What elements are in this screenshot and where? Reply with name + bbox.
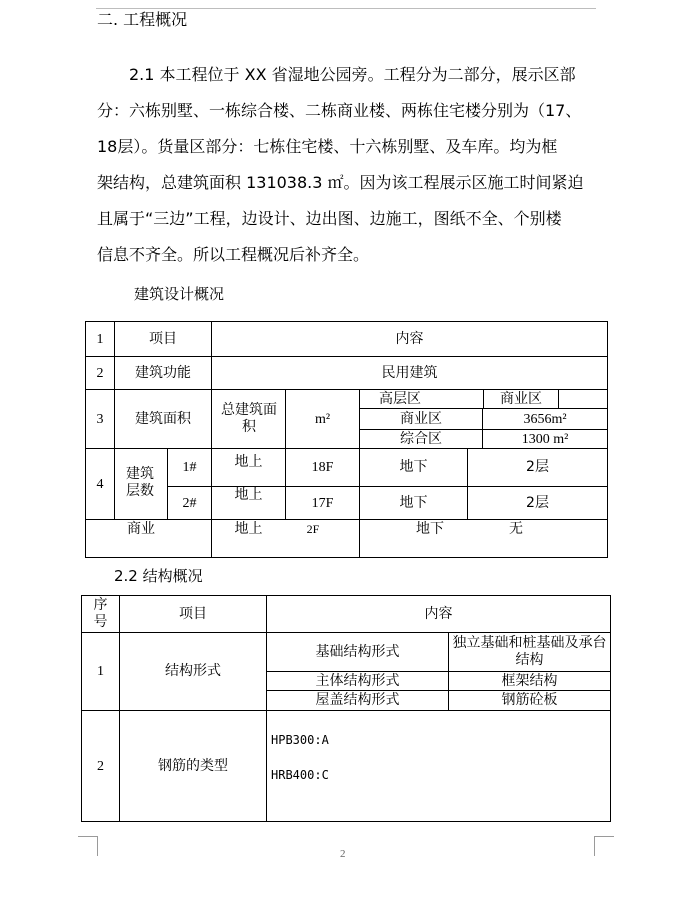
storeys-label: 建筑层数	[126, 466, 154, 499]
below-ground-label: 地下	[416, 520, 444, 537]
row-number: 2	[96, 365, 104, 381]
paragraph-line: 2.1 本工程位于 XX 省湿地公园旁。工程分为二部分，展示区部	[129, 65, 576, 84]
row-number: 1	[96, 331, 104, 347]
structure-form-label: 结构形式	[165, 663, 221, 679]
section-heading: 二. 工程概况	[97, 10, 188, 29]
rebar-grade: HRB400:C	[271, 768, 329, 782]
column-header-content: 内容	[395, 330, 424, 347]
page-number: 2	[340, 848, 346, 860]
paragraph-line: 信息不齐全。所以工程概况后补齐全。	[97, 245, 370, 264]
below-ground-label: 地下	[399, 459, 428, 475]
row-number: 1	[97, 664, 104, 679]
commercial-zone-header: 商业区	[500, 390, 542, 407]
commercial-zone-label: 商业区	[400, 410, 442, 427]
complex-zone-area: 1300 m²	[521, 431, 569, 447]
commercial-building-label: 商业	[127, 520, 155, 537]
building-1-label: 1#	[182, 460, 197, 475]
complex-zone-label: 综合区	[400, 430, 442, 447]
high-rise-zone-label: 高层区	[379, 390, 421, 407]
building-2-floors-below: 2层	[526, 494, 549, 511]
above-ground-label: 地上	[234, 453, 263, 470]
column-header-content: 内容	[424, 605, 453, 622]
row-number: 4	[96, 476, 104, 492]
main-structure-label: 主体结构形式	[315, 672, 400, 689]
commercial-floors-above: 2F	[306, 521, 320, 536]
area-unit: m²	[314, 411, 331, 427]
paragraph-line: 且属于“三边”工程，边设计、边出图、边施工，图纸不全、个别楼	[97, 209, 562, 228]
rebar-type-label: 钢筋的类型	[158, 757, 228, 774]
row-number: 3	[96, 411, 104, 427]
foundation-structure-label: 基础结构形式	[315, 643, 400, 660]
paragraph-line: 分：六栋别墅、一栋综合楼、二栋商业楼、两栋住宅楼分别为（17、	[97, 101, 582, 120]
above-ground-label: 地上	[234, 520, 263, 537]
below-ground-label: 地下	[399, 494, 428, 511]
building-design-title: 建筑设计概况	[134, 285, 225, 303]
column-header-item: 项目	[149, 330, 177, 347]
building-1-floors-above: 18F	[311, 460, 334, 475]
rebar-grade: HPB300:A	[271, 733, 329, 747]
above-ground-label: 地上	[234, 486, 263, 503]
row-number: 2	[97, 758, 104, 774]
total-area-label: 总建筑面积	[221, 402, 277, 435]
paragraph-line: 架结构，总建筑面积 131038.3 ㎡。因为该工程展示区施工时间紧迫	[97, 173, 584, 192]
commercial-floors-below: 无	[509, 520, 523, 537]
floor-area-label: 建筑面积	[135, 410, 191, 427]
roof-structure-value: 钢筋砼板	[501, 692, 558, 708]
building-2-floors-above: 17F	[311, 495, 334, 511]
foundation-structure-value: 独立基础和桩基础及承台结构	[452, 635, 607, 668]
main-structure-value: 框架结构	[501, 672, 558, 689]
commercial-zone-area: 3656m²	[523, 411, 567, 427]
column-header-number: 序号	[93, 597, 108, 630]
building-1-floors-below: 2层	[526, 459, 549, 475]
overview-paragraph	[97, 57, 605, 273]
structure-overview-title: 2.2 结构概况	[114, 567, 203, 585]
building-2-label: 2#	[182, 495, 197, 511]
paragraph-line: 18层）。货量区部分：七栋住宅楼、十六栋别墅、及车库。均为框	[97, 137, 558, 156]
building-function-label: 建筑功能	[135, 364, 191, 381]
roof-structure-label: 屋盖结构形式	[315, 692, 400, 708]
building-function-value: 民用建筑	[381, 364, 438, 381]
column-header-item: 项目	[179, 605, 207, 622]
